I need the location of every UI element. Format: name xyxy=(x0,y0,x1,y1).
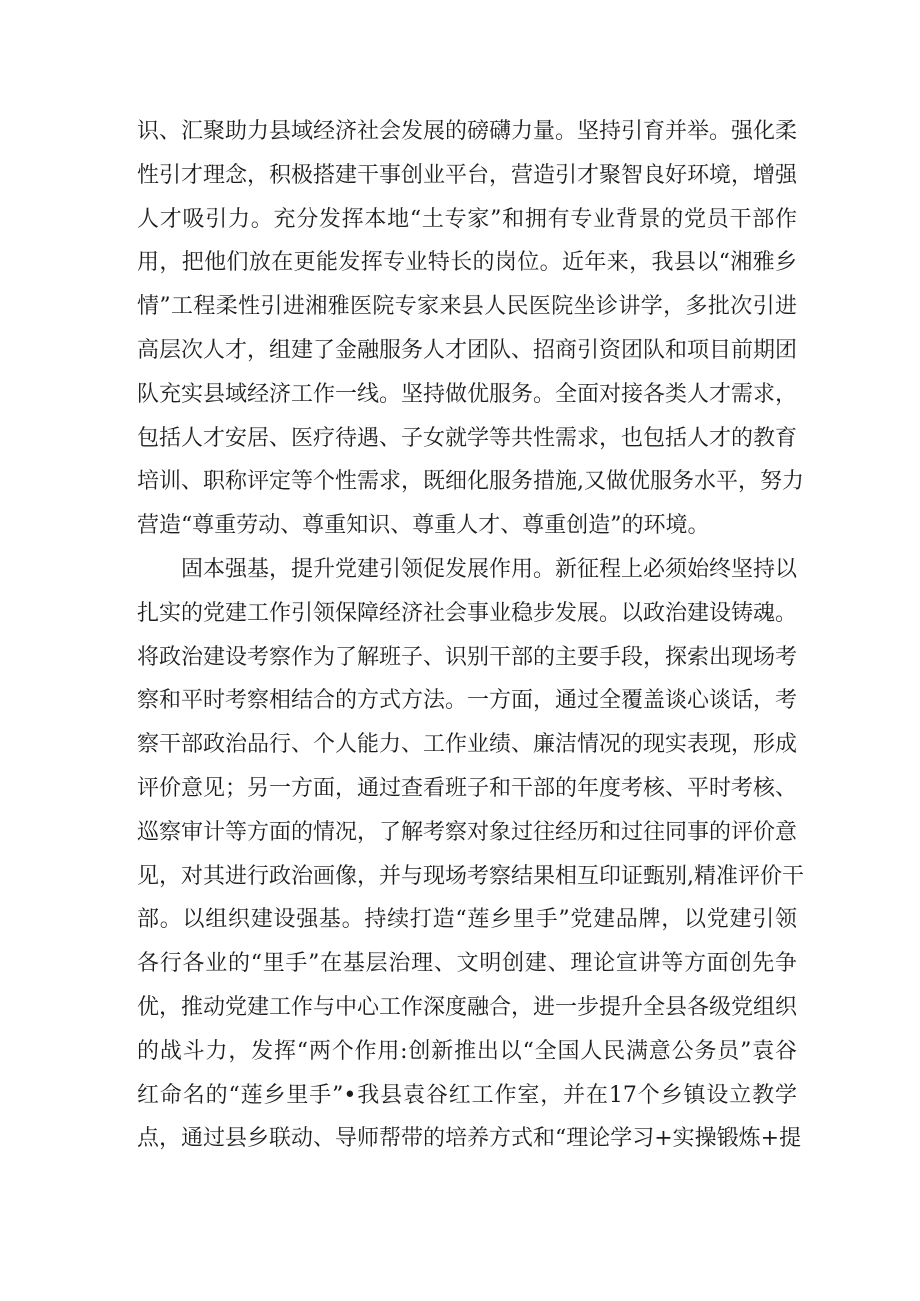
text-line: 的战斗力，发挥“两个作用:创新推出以“全国人民满意公务员”袁谷 xyxy=(137,1038,797,1064)
text-line: 将政治建设考察作为了解班子、识别干部的主要手段，探索出现场考 xyxy=(137,644,798,670)
text-line: 红命名的“莲乡里手”•我县袁谷红工作室，并在17个乡镇设立教学 xyxy=(137,1082,797,1108)
text-line: 扎实的党建工作引领保障经济社会事业稳步发展。以政治建设铸魂。 xyxy=(137,600,798,626)
text-line: 各行各业的“里手”在基层治理、文明创建、理论宣讲等方面创先争 xyxy=(137,951,797,977)
text-line: 巡察审计等方面的情况，了解考察对象过往经历和过往同事的评价意 xyxy=(137,819,798,845)
text-line: 培训、职称评定等个性需求，既细化服务措施,又做优服务水平，努力 xyxy=(137,469,804,495)
text-line: 点，通过县乡联动、导师帮带的培养方式和“理论学习+实操锻炼+提 xyxy=(137,1126,802,1152)
text-line: 固本强基，提升党建引领促发展作用。新征程上必须始终坚持以 xyxy=(181,556,798,582)
text-line: 见，对其进行政治画像，并与现场考察结果相互印证甄别,精准评价干 xyxy=(137,863,804,889)
text-line: 情”工程柔性引进湘雅医院专家来县人民医院坐诊讲学，多批次引进 xyxy=(137,294,797,320)
text-line: 营造“尊重劳动、尊重知识、尊重人才、尊重创造”的环境。 xyxy=(137,513,710,539)
text-line: 优，推动党建工作与中心工作深度融合，进一步提升全县各级党组织 xyxy=(137,994,798,1020)
text-line: 察和平时考察相结合的方式方法。一方面，通过全覆盖谈心谈话，考 xyxy=(137,688,798,714)
paragraph-party-building xyxy=(137,548,804,1161)
paragraph-talent xyxy=(137,110,804,548)
text-line: 队充实县域经济工作一线。坚持做优服务。全面对接各类人才需求， xyxy=(137,381,798,407)
text-line: 用，把他们放在更能发挥专业特长的岗位。近年来，我县以“湘雅乡 xyxy=(137,250,797,276)
text-line: 部。以组织建设强基。持续打造“莲乡里手”党建品牌，以党建引领 xyxy=(137,907,797,933)
text-line: 高层次人才，组建了金融服务人才团队、招商引资团队和项目前期团 xyxy=(137,337,798,363)
text-line: 包括人才安居、医疗待遇、子女就学等共性需求，也包括人才的教育 xyxy=(137,425,798,451)
text-line: 人才吸引力。充分发挥本地“土专家”和拥有专业背景的党员干部作 xyxy=(137,206,797,232)
text-line: 性引才理念，积极搭建干事创业平台，营造引才聚智良好环境，增强 xyxy=(137,162,798,188)
text-line: 识、汇聚助力县域经济社会发展的磅礴力量。坚持引育并举。强化柔 xyxy=(137,119,798,144)
document-body xyxy=(137,110,804,1161)
text-line: 评价意见；另一方面，通过查看班子和干部的年度考核、平时考核、 xyxy=(137,775,798,801)
text-line: 察干部政治品行、个人能力、工作业绩、廉洁情况的现实表现，形成 xyxy=(137,732,798,758)
